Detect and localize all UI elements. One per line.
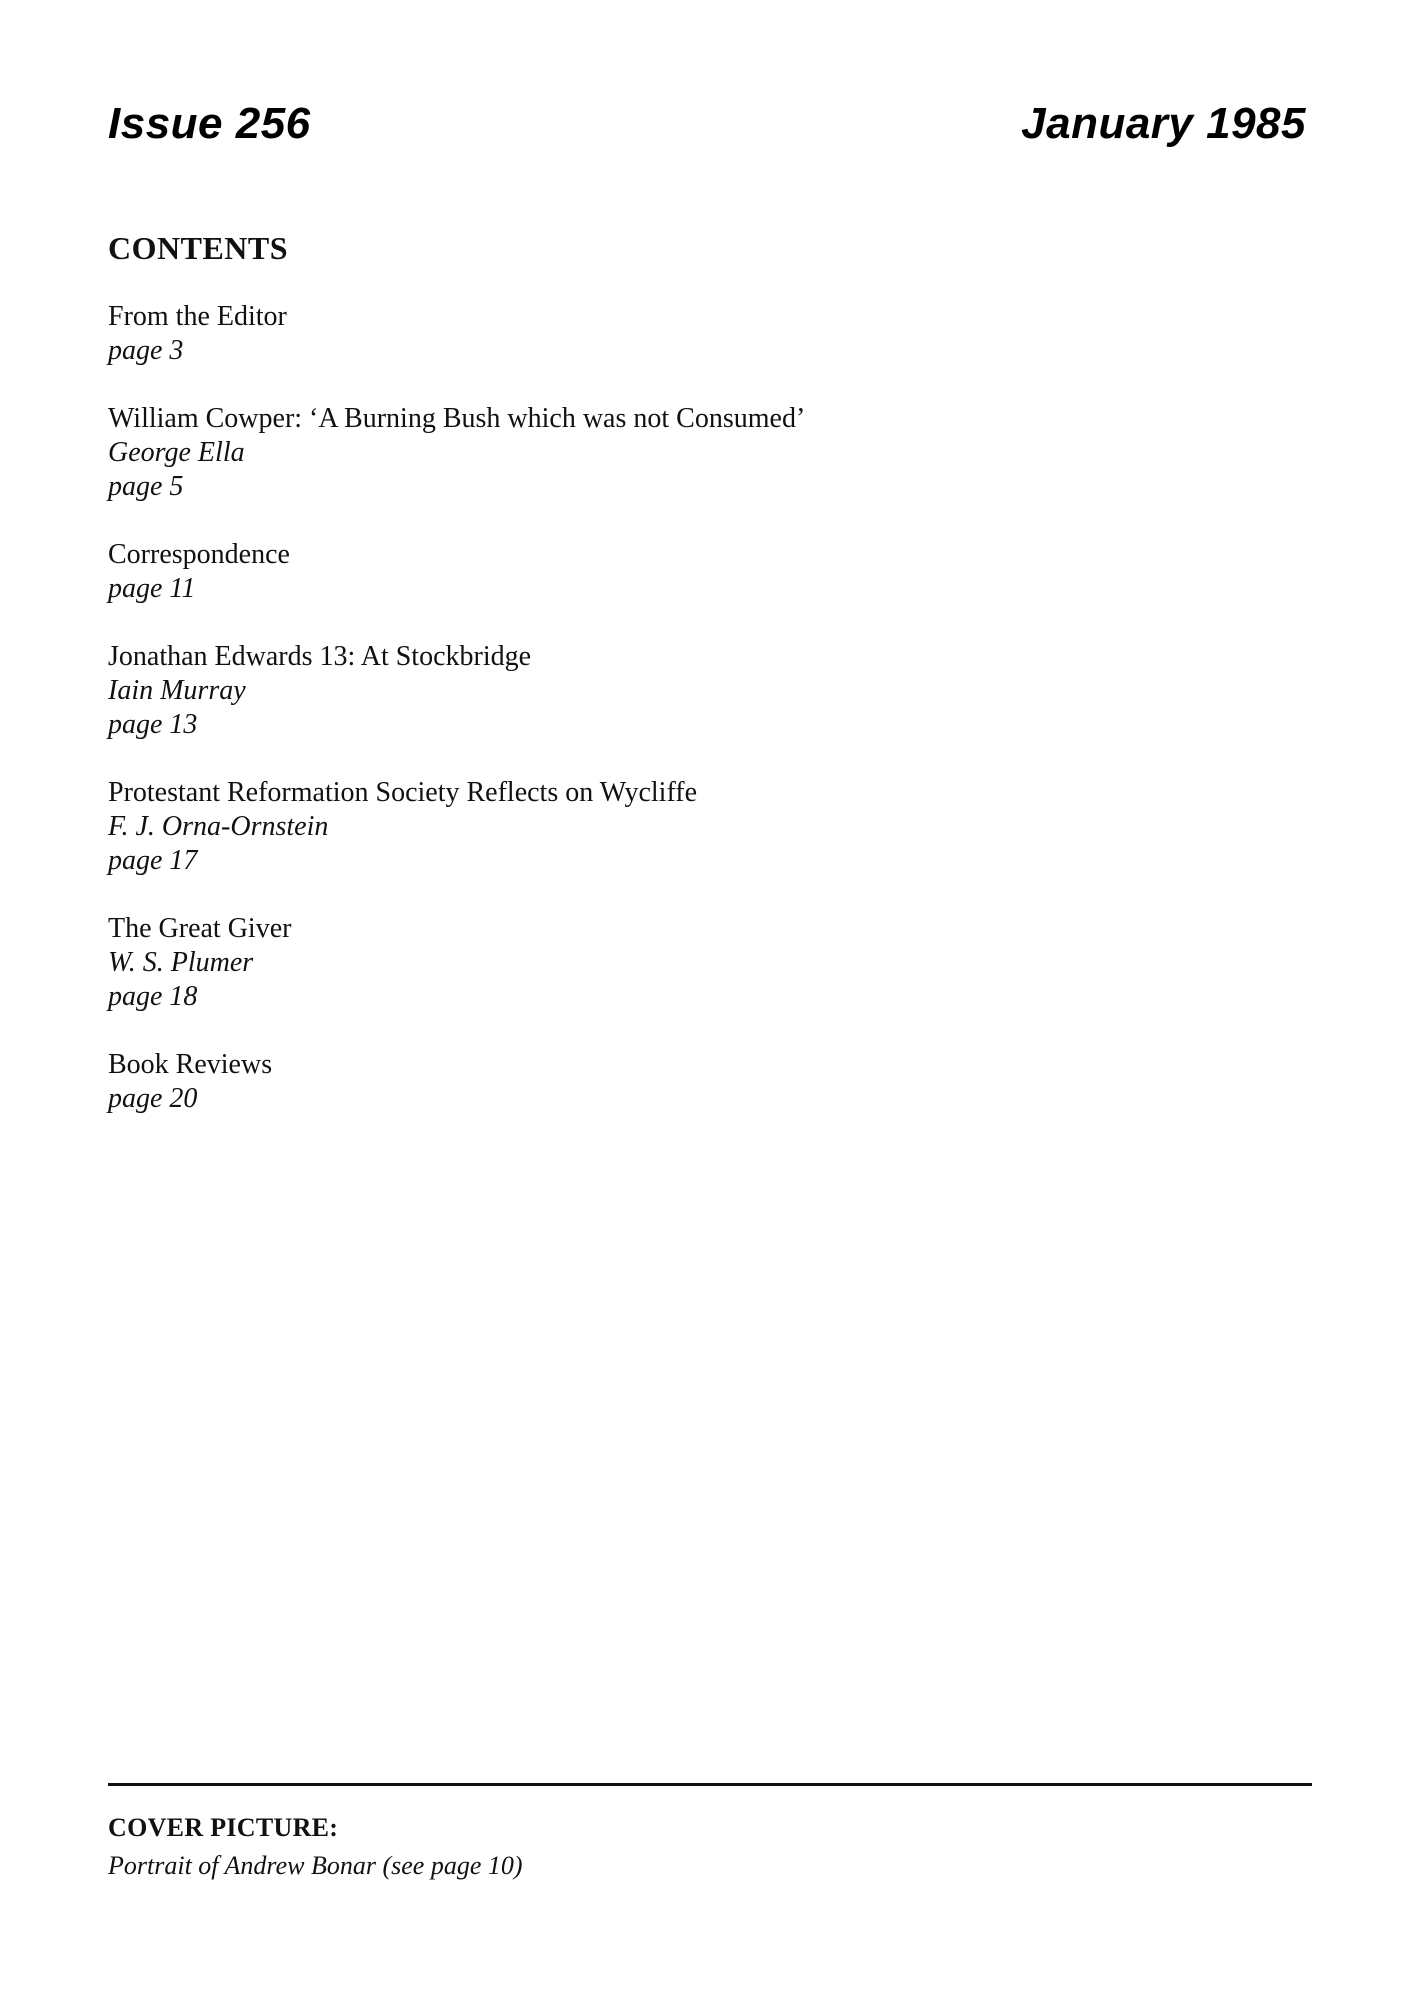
entry-author: George Ella (108, 437, 245, 468)
entry-title: From the Editor (108, 301, 287, 332)
contents-entry (108, 1048, 1208, 1116)
entry-title: Book Reviews (108, 1049, 273, 1080)
entry-title: The Great Giver (108, 913, 292, 944)
entry-page: page 3 (108, 335, 184, 366)
contents-entry (108, 912, 1208, 1014)
cover-picture-caption: Portrait of Andrew Bonar (see page 10) (108, 1851, 523, 1880)
entry-title: Protestant Reformation Society Reflects on Wycliffe (108, 777, 698, 808)
entry-page: page 5 (108, 471, 184, 502)
cover-picture-label: COVER PICTURE: (108, 1813, 339, 1842)
footer-divider (108, 1783, 1312, 1786)
entry-page: page 11 (108, 573, 196, 604)
issue-number: Issue 256 (108, 99, 311, 148)
contents-entry (108, 776, 1208, 878)
entry-author: Iain Murray (108, 675, 246, 706)
contents-entry (108, 538, 1208, 606)
entry-author: F. J. Orna-Ornstein (108, 811, 329, 842)
contents-heading: CONTENTS (108, 230, 289, 266)
contents-list (108, 300, 1208, 1150)
entry-title: William Cowper: ‘A Burning Bush which was not Consumed’ (108, 403, 806, 434)
entry-page: page 18 (108, 981, 198, 1012)
entry-title: Correspondence (108, 539, 290, 570)
contents-entry (108, 402, 1208, 504)
entry-page: page 13 (108, 709, 198, 740)
entry-page: page 17 (108, 845, 198, 876)
entry-title: Jonathan Edwards 13: At Stockbridge (108, 641, 532, 672)
contents-entry (108, 640, 1208, 742)
issue-date: January 1985 (1021, 99, 1306, 148)
contents-entry (108, 300, 1208, 368)
entry-page: page 20 (108, 1083, 198, 1114)
entry-author: W. S. Plumer (108, 947, 254, 978)
page-header (108, 96, 1306, 156)
